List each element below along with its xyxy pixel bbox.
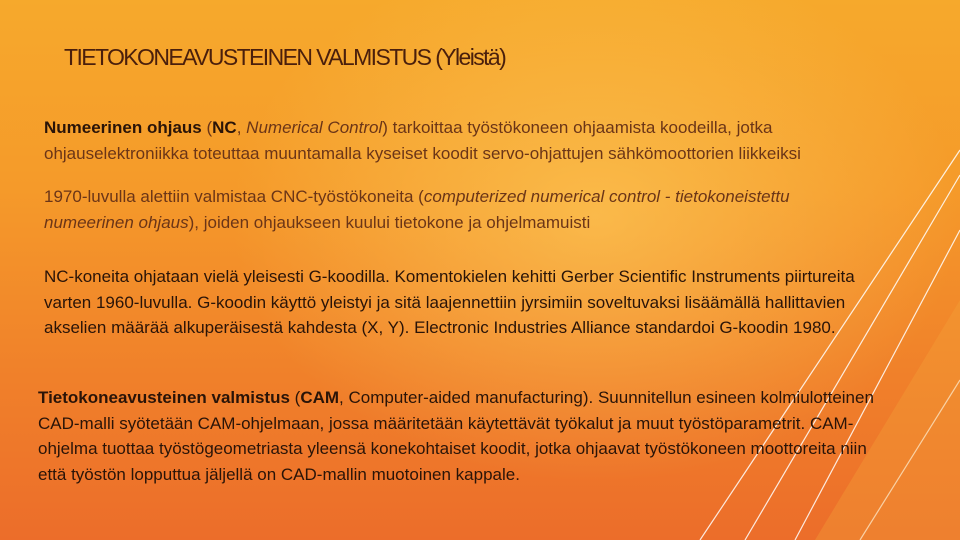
paragraph-g-code: NC-koneita ohjataan vielä yleisesti G-koodilla. Komentokielen kehitti Gerber Scientific Instruments piirtureita varten 1960-luvulla. G-koodin käyttö yleistyi ja sitä laajennettiin jyrsimiin soveltuvaksi lisäämällä hallittavien akselien määrää alkuperäisestä kahdesta (X, Y). Electronic Industries Alliance standardoi G-koodin 1980.	[44, 267, 855, 337]
text-fragment: 1970-luvulla alettiin valmistaa CNC-työstökoneita (	[44, 187, 424, 206]
term-nc: NC	[212, 118, 237, 137]
term-cam-heading: Tietokoneavusteinen valmistus	[38, 388, 290, 407]
text-fragment: (	[289, 388, 301, 407]
term-cnc: computerized numerical control - tietokoneistettu numeerinen ohjaus	[44, 187, 790, 232]
text-fragment: (	[201, 118, 213, 137]
paragraph-cam	[38, 385, 883, 487]
text-fragment: ), joiden ohjaukseen kuului tietokone ja ohjelmamuisti	[188, 212, 591, 232]
text-fragment: , Computer-aided manufacturing). Suunnitellun esineen kolmiulotteinen CAD-malli syötetään CAM-ohjelmaan, jossa määritetään käytettävät työkalut ja muut työstöparametrit. CAM-ohjelma tuottaa työstögeometriasta yleensä konekohtaiset koodit, jotka ohjaavat työstökoneen moottoreita niin että työstön lopputtua jäljellä on CAD-mallin muotoinen kappale.	[38, 388, 874, 484]
text-fragment: ,	[236, 118, 247, 137]
term-numerical-control: Numerical Control	[246, 118, 383, 137]
term-nc-heading: Numeerinen ohjaus	[44, 118, 202, 137]
slide-title: TIETOKONEAVUSTEINEN VALMISTUS (Yleistä)	[64, 44, 506, 70]
paragraph-numerical-control	[44, 115, 884, 166]
paragraph-cnc	[44, 184, 884, 235]
term-cam: CAM	[300, 388, 340, 407]
text-fragment: ) tarkoittaa työstökoneen ohjaamista koodeilla, jotka ohjauselektroniikka toteuttaa muuntamalla kyseiset koodit servo-ohjattujen sähkömoottorien liikkeiksi	[44, 118, 801, 163]
